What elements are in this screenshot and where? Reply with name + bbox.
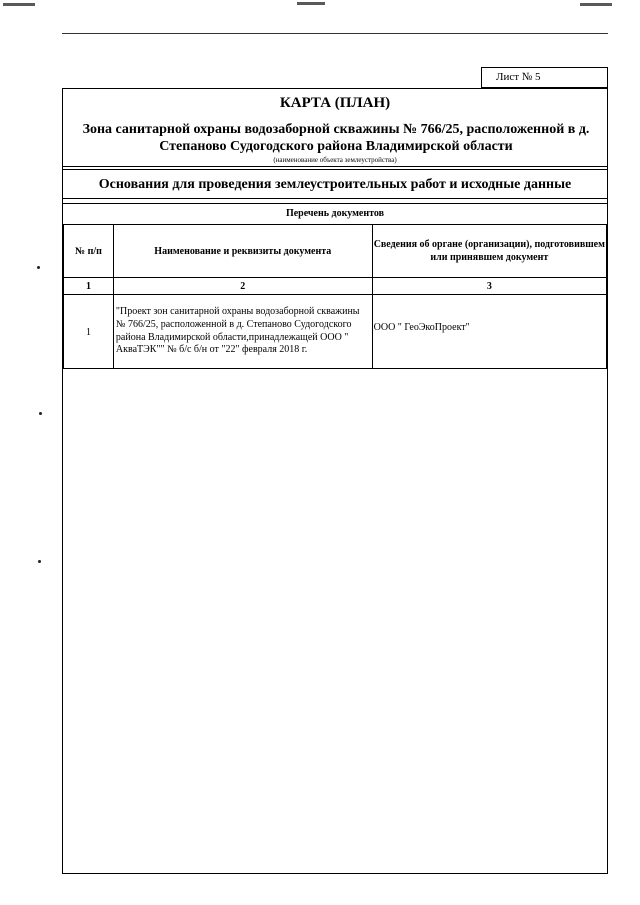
row-number: 1 [64, 295, 114, 369]
organization-name: ООО " ГеоЭкоПроект" [372, 295, 606, 369]
column-number: 1 [64, 278, 114, 295]
scan-artifact-center [297, 2, 325, 5]
basis-heading: Основания для проведения землеустроительных работ и исходные данные [63, 169, 607, 199]
documents-table [63, 224, 607, 369]
zone-title: Зона санитарной охраны водозаборной скважины № 766/25, расположенной в д. Степаново Судогодского района Владимирской области [82, 122, 590, 154]
scan-artifact-left [3, 3, 35, 6]
col-header-document: Наименование и реквизиты документа [113, 225, 372, 278]
object-note: (наименование объекта землеустройства) [273, 156, 397, 164]
table-header-row [64, 225, 607, 278]
margin-mark [39, 412, 42, 415]
document-name: "Проект зон санитарной охраны водозаборной скважины № 766/25, расположенной в д. Степаново Судогодского района Владимирской области,принадлежащей ООО " АкваТЭК"" № б/с б/н от "22" февраля 2018 г. [113, 295, 372, 369]
map-title: КАРТА (ПЛАН) [279, 95, 391, 111]
document-frame [62, 88, 608, 874]
column-number: 3 [372, 278, 606, 295]
sheet-number: Лист № 5 [481, 67, 608, 88]
scan-artifact-right [580, 3, 612, 6]
column-number: 2 [113, 278, 372, 295]
top-rule [62, 33, 608, 34]
table-row [64, 295, 607, 369]
margin-mark [37, 266, 40, 269]
col-header-organization: Сведения об органе (организации), подготовившем или принявшем документ [372, 225, 606, 278]
documents-heading: Перечень документов [63, 203, 607, 224]
title-block [63, 89, 607, 167]
margin-mark [38, 560, 41, 563]
column-number-row [64, 278, 607, 295]
col-header-number: № п/п [64, 225, 114, 278]
